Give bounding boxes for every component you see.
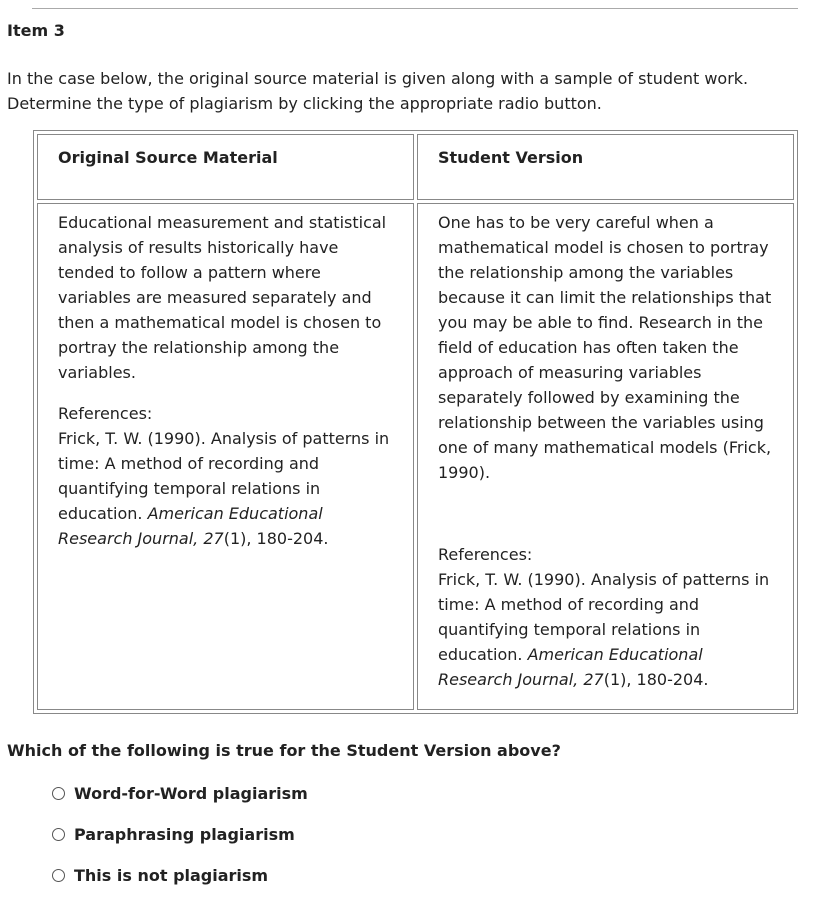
option-label[interactable]: Paraphrasing plagiarism: [74, 824, 295, 844]
student-cell: [417, 203, 794, 710]
student-citation-journal: American Educational Research Journal, 27: [438, 645, 703, 689]
original-references-label: References:: [58, 404, 153, 423]
option-label[interactable]: This is not plagiarism: [74, 865, 269, 885]
instructions-line-1: In the case below, the original source material is given along with a sample of student work.: [7, 69, 749, 88]
instructions: [7, 66, 797, 116]
answer-options: [52, 782, 308, 905]
original-citation-pages: (1), 180-204.: [223, 529, 329, 548]
option-paraphrasing[interactable]: [52, 823, 308, 845]
option-not-plagiarism[interactable]: [52, 864, 308, 886]
original-header: Original Source Material: [37, 134, 414, 200]
option-word-for-word[interactable]: [52, 782, 308, 804]
student-body: One has to be very careful when a mathematical model is chosen to portray the relationship among the variables because it can limit the relationships that you may be able to find. Research in the field of education has often taken the approach of measuring variables separately followed by examining the relationship between the variables using one of many mathematical models (Frick, 1990).: [438, 213, 772, 482]
instructions-line-2: Determine the type of plagiarism by clicking the appropriate radio button.: [7, 94, 602, 113]
radio-button[interactable]: [52, 869, 65, 882]
student-citation: [438, 567, 773, 692]
original-cell: [37, 203, 414, 710]
original-citation: [58, 426, 393, 551]
table-body-row: [37, 203, 794, 710]
radio-button[interactable]: [52, 787, 65, 800]
student-citation-text: Frick, T. W. (1990). Analysis of patterns in time: A method of recording and quantifying temporal relations in education.: [438, 570, 770, 664]
option-label[interactable]: Word-for-Word plagiarism: [74, 783, 308, 803]
table-header-row: [37, 134, 794, 200]
radio-button[interactable]: [52, 828, 65, 841]
top-divider: [32, 8, 798, 9]
item-title: Item 3: [7, 21, 65, 40]
student-header: Student Version: [417, 134, 794, 200]
question-prompt: Which of the following is true for the Student Version above?: [7, 741, 561, 760]
comparison-table: [33, 130, 798, 714]
original-body: Educational measurement and statistical analysis of results historically have tended to follow a pattern where variables are measured separately and then a mathematical model is chosen to portray the relationship among the variables.: [58, 213, 387, 382]
student-citation-pages: (1), 180-204.: [603, 670, 709, 689]
original-citation-journal: American Educational Research Journal, 27: [58, 504, 323, 548]
original-citation-text: Frick, T. W. (1990). Analysis of patterns in time: A method of recording and quantifying temporal relations in education.: [58, 429, 390, 523]
student-references-label: References:: [438, 545, 533, 564]
